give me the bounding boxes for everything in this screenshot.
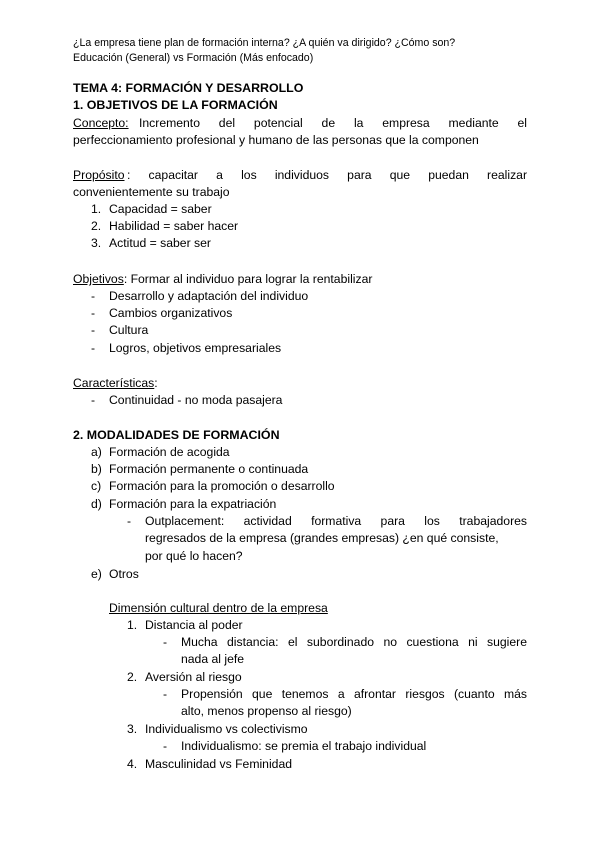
outplacement-line-3: por qué lo hacen?: [145, 549, 243, 563]
modalidad-letter: e): [91, 567, 102, 581]
objetivos-item: Cambios organizativos: [109, 306, 233, 320]
modalidad-letter: a): [91, 445, 102, 459]
dash-bullet: -: [91, 289, 96, 303]
concepto-label: [73, 115, 129, 131]
dimension-number: 3.: [127, 722, 138, 736]
proposito-label: [73, 167, 125, 183]
outplacement-line-1: Outplacement: actividad formativa para los trabajadores: [145, 514, 527, 528]
dash-bullet: -: [91, 323, 96, 337]
objetivos-item: Cultura: [109, 323, 149, 337]
dimension-item: Masculinidad vs Feminidad: [145, 757, 292, 771]
section-2-heading: 2. MODALIDADES DE FORMACIÓN: [73, 428, 280, 442]
dimension-sub-line-2: alto, menos propenso al riesgo): [181, 704, 352, 718]
modalidad-letter: d): [91, 497, 102, 511]
dimension-number: 4.: [127, 757, 138, 771]
dash-bullet: -: [163, 635, 168, 649]
dash-bullet: -: [91, 306, 96, 320]
concepto-line-2: perfeccionamiento profesional y humano de las personas que la componen: [73, 133, 479, 147]
modalidad-letter: c): [91, 479, 102, 493]
dimension-item: Distancia al poder: [145, 618, 243, 632]
objetivos-item: Desarrollo y adaptación del individuo: [109, 289, 309, 303]
outplacement-line-2: regresados de la empresa (grandes empresas) ¿en qué consiste,: [145, 531, 499, 545]
dimension-sub-line-2: nada al jefe: [181, 652, 245, 666]
header-line-1: ¿La empresa tiene plan de formación interna? ¿A quién va dirigido? ¿Cómo son?: [73, 37, 456, 49]
modalidad-item: Otros: [109, 567, 139, 581]
caracteristicas-label: Características: [73, 376, 155, 390]
modalidad-item: Formación de acogida: [109, 445, 230, 459]
dimension-number: 1.: [127, 618, 138, 632]
proposito-item: Capacidad = saber: [109, 202, 212, 216]
caracteristicas-line: [73, 375, 158, 391]
caracteristicas-item: Continuidad - no moda pasajera: [109, 393, 283, 407]
dimension-sub-line-1: Mucha distancia: el subordinado no cuestiona ni sugiere: [181, 635, 527, 649]
dimension-sub-line-1: Individualismo: se premia el trabajo individual: [181, 739, 427, 753]
modalidad-letter: b): [91, 462, 102, 476]
proposito-line-2: convenientemente su trabajo: [73, 185, 230, 199]
modalidad-item: Formación para la promoción o desarrollo: [109, 479, 335, 493]
document-title: TEMA 4: FORMACIÓN Y DESARROLLO: [73, 81, 304, 95]
objetivos-line: [73, 271, 372, 287]
dimension-title: Dimensión cultural dentro de la empresa: [109, 601, 328, 615]
proposito-label-text: Propósito: [73, 168, 125, 182]
proposito-line-1: : capacitar a los individuos para que puedan realizar: [127, 168, 527, 182]
dash-bullet: -: [91, 341, 96, 355]
objetivos-text: : Formar al individuo para lograr la rentabilizar: [123, 272, 373, 286]
proposito-item: Habilidad = saber hacer: [109, 219, 239, 233]
caracteristicas-colon: :: [154, 376, 158, 390]
dash-bullet: -: [163, 687, 168, 701]
objetivos-item: Logros, objetivos empresariales: [109, 341, 282, 355]
modalidad-item: Formación permanente o continuada: [109, 462, 309, 476]
proposito-item-number: 1.: [91, 202, 102, 216]
dimension-item: Individualismo vs colectivismo: [145, 722, 308, 736]
objetivos-label: Objetivos: [73, 272, 124, 286]
proposito-item-number: 3.: [91, 236, 102, 250]
proposito-item-number: 2.: [91, 219, 102, 233]
header-line-2: Educación (General) vs Formación (Más enfocado): [73, 52, 314, 64]
concepto-line-1: Incremento del potencial de la empresa mediante el: [139, 116, 527, 130]
dimension-number: 2.: [127, 670, 138, 684]
section-1-heading: 1. OBJETIVOS DE LA FORMACIÓN: [73, 98, 278, 112]
concepto-label-text: Concepto:: [73, 116, 129, 130]
dimension-item: Aversión al riesgo: [145, 670, 242, 684]
dash-bullet: -: [127, 514, 132, 528]
dash-bullet: -: [163, 739, 168, 753]
dash-bullet: -: [91, 393, 96, 407]
proposito-item: Actitud = saber ser: [109, 236, 211, 250]
dimension-sub-line-1: Propensión que tenemos a afrontar riesgos (cuanto más: [181, 687, 527, 701]
modalidad-item: Formación para la expatriación: [109, 497, 277, 511]
